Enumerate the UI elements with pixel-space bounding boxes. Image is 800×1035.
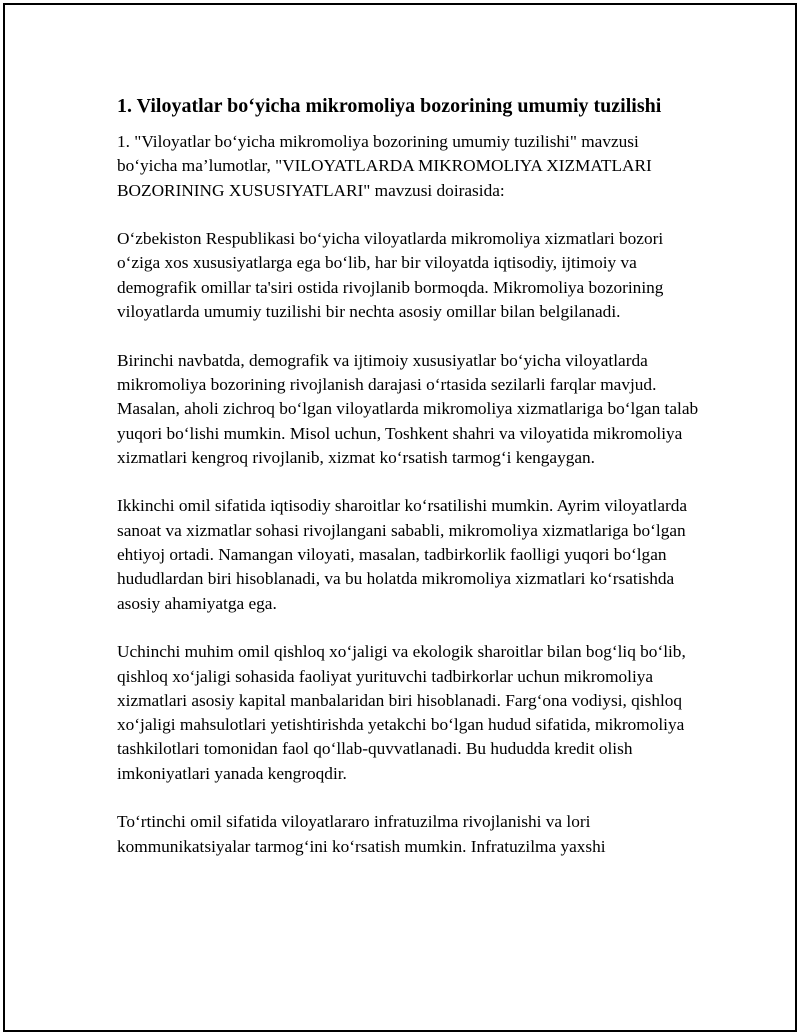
paragraph-intro: 1. "Viloyatlar bo‘yicha mikromoliya bozorining umumiy tuzilishi" mavzusi bo‘yicha ma’lumotlar, "VILOYATLARDA MIKROMOLIYA XIZMATLARI BOZORINING XUSUSIYATLARI" mavzusi doirasida: — [117, 132, 652, 200]
paragraph-infrastructure: To‘rtinchi omil sifatida viloyatlararo infratuzilma rivojlanishi va lori kommunikatsiyalar tarmog‘ini ko‘rsatish mumkin. Infratuzilma yaxshi — [117, 812, 606, 856]
paragraph-overview: O‘zbekiston Respublikasi bo‘yicha viloyatlarda mikromoliya xizmatlari bozori o‘ziga xos xususiyatlarga ega bo‘lib, har bir viloyatda iqtisodiy, ijtimoiy va demografik omillar ta'siri ostida rivojlanib bormoqda. Mikromoliya bozorining viloyatlarda umumiy tuzilishi bir nechta asosiy omillar bilan belgilanadi. — [117, 229, 664, 322]
paragraph-economic: Ikkinchi omil sifatida iqtisodiy sharoitlar ko‘rsatilishi mumkin. Ayrim viloyatlarda sanoat va xizmatlar sohasi rivojlangani sababli, mikromoliya xizmatlariga bo‘lgan ehtiyoj ortadi. Namangan viloyati, masalan, tadbirkorlik faolligi yuqori bo‘lgan hududlardan biri hisoblanadi, va bu holatda mikromoliya xizmatlari ko‘rsatishda asosiy ahamiyatga ega. — [117, 496, 688, 613]
paragraph-agriculture: Uchinchi muhim omil qishloq xo‘jaligi va ekologik sharoitlar bilan bog‘liq bo‘lib, qishloq xo‘jaligi sohasida faoliyat yurituvchi tadbirkorlar uchun mikromoliya xizmatlari asosiy kapital manbalaridan biri hisoblanadi. Farg‘ona vodiysi, qishloq xo‘jaligi mahsulotlari yetishtirishda yetakchi bo‘lgan hudud sifatida, mikromoliya tashkilotlari tomonidan faol qo‘llab-quvvatlanadi. Bu hududda kredit olish imkoniyatlari yanada kengroqdir. — [117, 642, 686, 783]
document-body — [117, 92, 702, 883]
section-heading: 1. Viloyatlar bo‘yicha mikromoliya bozorining umumiy tuzilishi — [117, 95, 662, 117]
paragraph-demographic: Birinchi navbatda, demografik va ijtimoiy xususiyatlar bo‘yicha viloyatlarda mikromoliya bozorining rivojlanish darajasi o‘rtasida sezilarli farqlar mavjud. Masalan, aholi zichroq bo‘lgan viloyatlarda mikromoliya xizmatlariga bo‘lgan talab yuqori bo‘lishi mumkin. Misol uchun, Toshkent shahri va viloyatida mikromoliya xizmatlari kengroq rivojlanib, xizmat ko‘rsatish tarmog‘i kengaygan. — [117, 350, 699, 467]
